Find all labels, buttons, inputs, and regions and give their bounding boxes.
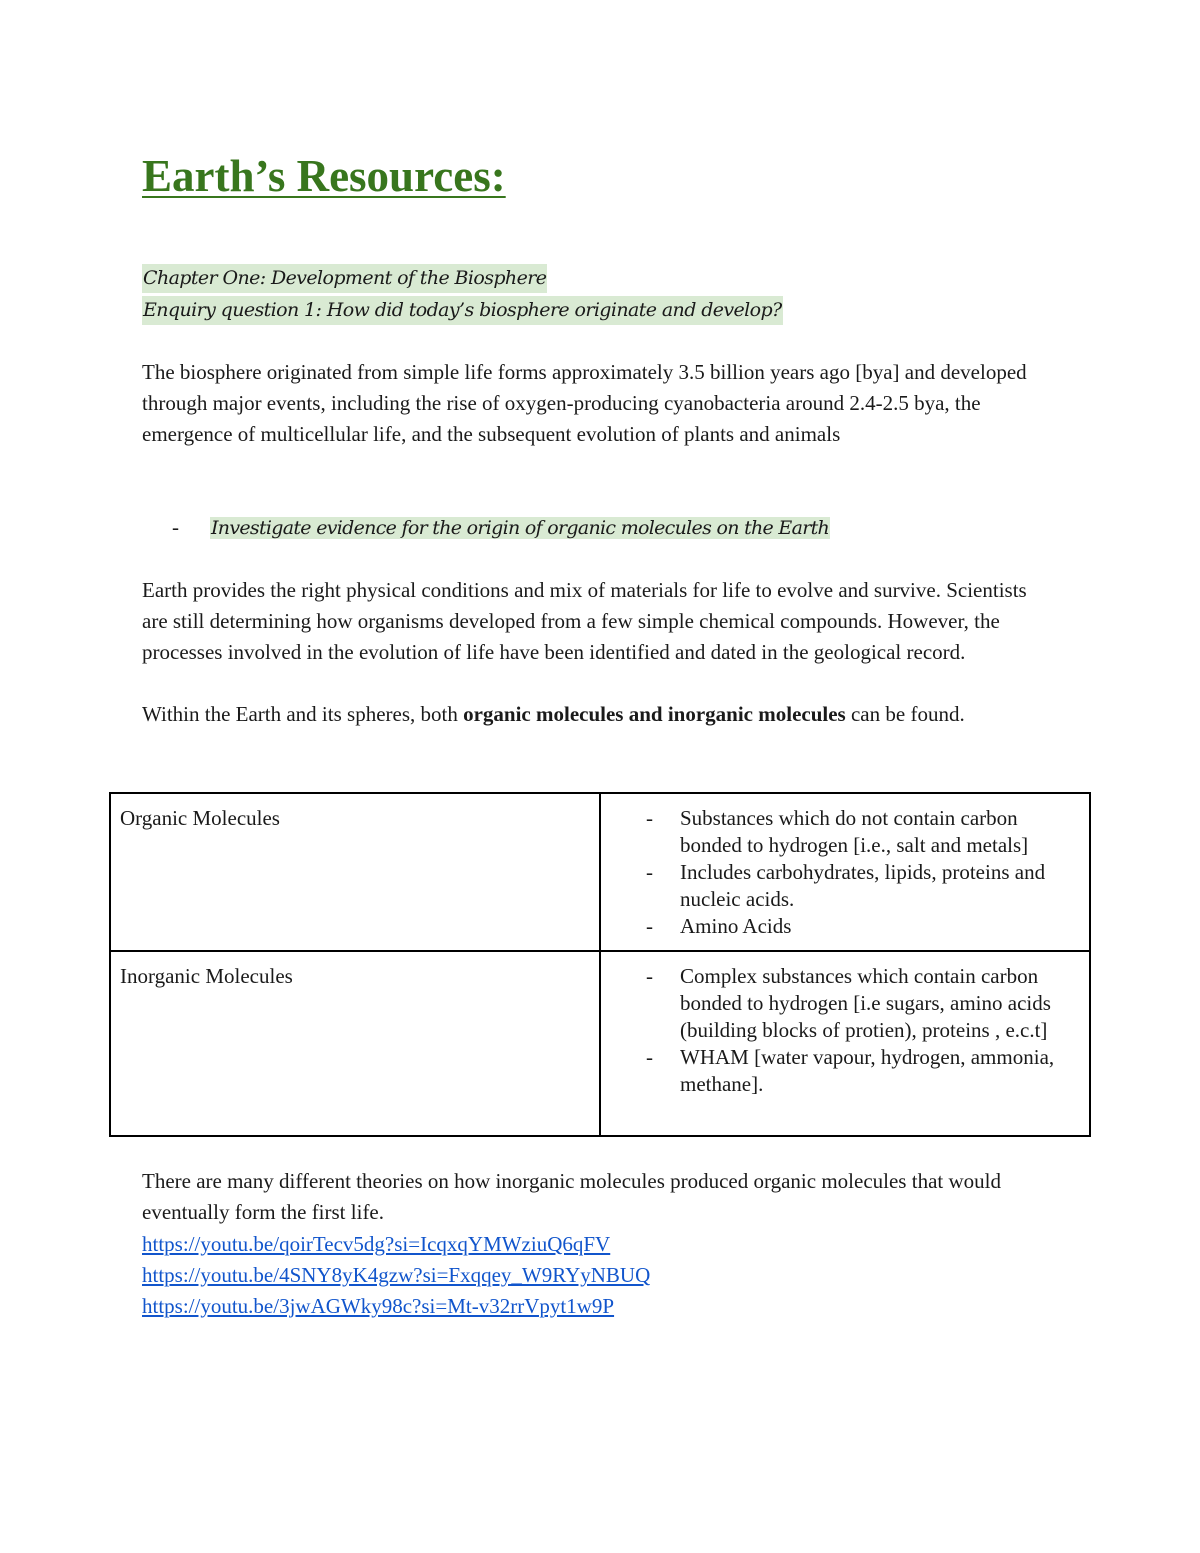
earth-paragraph: Earth provides the right physical conditions and mix of materials for life to evolve and survive. Scientists are still determining how organisms developed from a few simple chemical compounds. However, the processes involved in the evolution of life have been identified and dated in the geological record.: [142, 578, 1027, 664]
video-links: [142, 1229, 650, 1322]
list-item: [646, 859, 1080, 913]
molecules-table: [109, 792, 1091, 1137]
table-row: [110, 951, 1090, 1136]
enquiry-question: Enquiry question 1: How did today’s biosphere originate and develop?: [142, 296, 783, 325]
list-dash: -: [646, 860, 653, 884]
video-link[interactable]: https://youtu.be/qoirTecv5dg?si=IcqxqYMWziuQ6qFV: [142, 1232, 611, 1256]
spheres-text-before: Within the Earth and its spheres, both: [142, 702, 464, 726]
list-item: [646, 1044, 1080, 1098]
intro-paragraph: The biosphere originated from simple life forms approximately 3.5 billion years ago [bya] and developed through major events, including the rise of oxygen-producing cyanobacteria around 2.4-2.5 bya, the emergence of multicellular life, and the subsequent evolution of plants and animals: [142, 360, 1027, 446]
table-row: [110, 793, 1090, 951]
video-link[interactable]: https://youtu.be/3jwAGWky98c?si=Mt-v32rrVpyt1w9P: [142, 1294, 615, 1318]
document-title: Earth’s Resources:: [142, 151, 506, 201]
list-dash: -: [646, 964, 653, 988]
molecule-desc-list: [610, 963, 1080, 1098]
list-item-text: Includes carbohydrates, lipids, proteins and nucleic acids.: [680, 860, 1046, 911]
molecule-desc-cell: [600, 793, 1090, 951]
video-link[interactable]: https://youtu.be/4SNY8yK4gzw?si=Fxqqey_W9RYyNBUQ: [142, 1263, 651, 1287]
list-item: [646, 913, 1080, 940]
list-dash: -: [646, 1045, 653, 1069]
molecule-desc-cell: [600, 951, 1090, 1136]
spheres-text-after: can be found.: [845, 702, 965, 726]
chapter-heading: Chapter One: Development of the Biosphere: [142, 264, 547, 293]
molecule-desc-list: [610, 805, 1080, 940]
list-item-text: Substances which do not contain carbon bonded to hydrogen [i.e., salt and metals]: [680, 806, 1029, 857]
molecule-name-cell: [110, 793, 600, 951]
investigate-text: Investigate evidence for the origin of organic molecules on the Earth: [211, 517, 830, 539]
spheres-paragraph: [142, 699, 1042, 730]
spheres-bold-text: organic molecules and inorganic molecules: [463, 702, 846, 726]
investigate-bullet: [172, 512, 830, 544]
list-dash: -: [646, 806, 653, 830]
molecule-name: Inorganic Molecules: [120, 964, 293, 988]
list-dash: -: [646, 914, 653, 938]
list-item: [646, 805, 1080, 859]
list-item-text: WHAM [water vapour, hydrogen, ammonia, methane].: [680, 1045, 1055, 1096]
bullet-dash: -: [172, 515, 179, 539]
theories-paragraph: There are many different theories on how inorganic molecules produced organic molecules that would eventually form the first life.: [142, 1169, 1001, 1224]
molecule-name-cell: [110, 951, 600, 1136]
molecule-name: Organic Molecules: [120, 806, 280, 830]
list-item-text: Complex substances which contain carbon bonded to hydrogen [i.e sugars, amino acids (building blocks of protien), proteins , e.c.t]: [680, 964, 1051, 1042]
list-item-text: Amino Acids: [680, 914, 792, 938]
list-item: [646, 963, 1080, 1044]
